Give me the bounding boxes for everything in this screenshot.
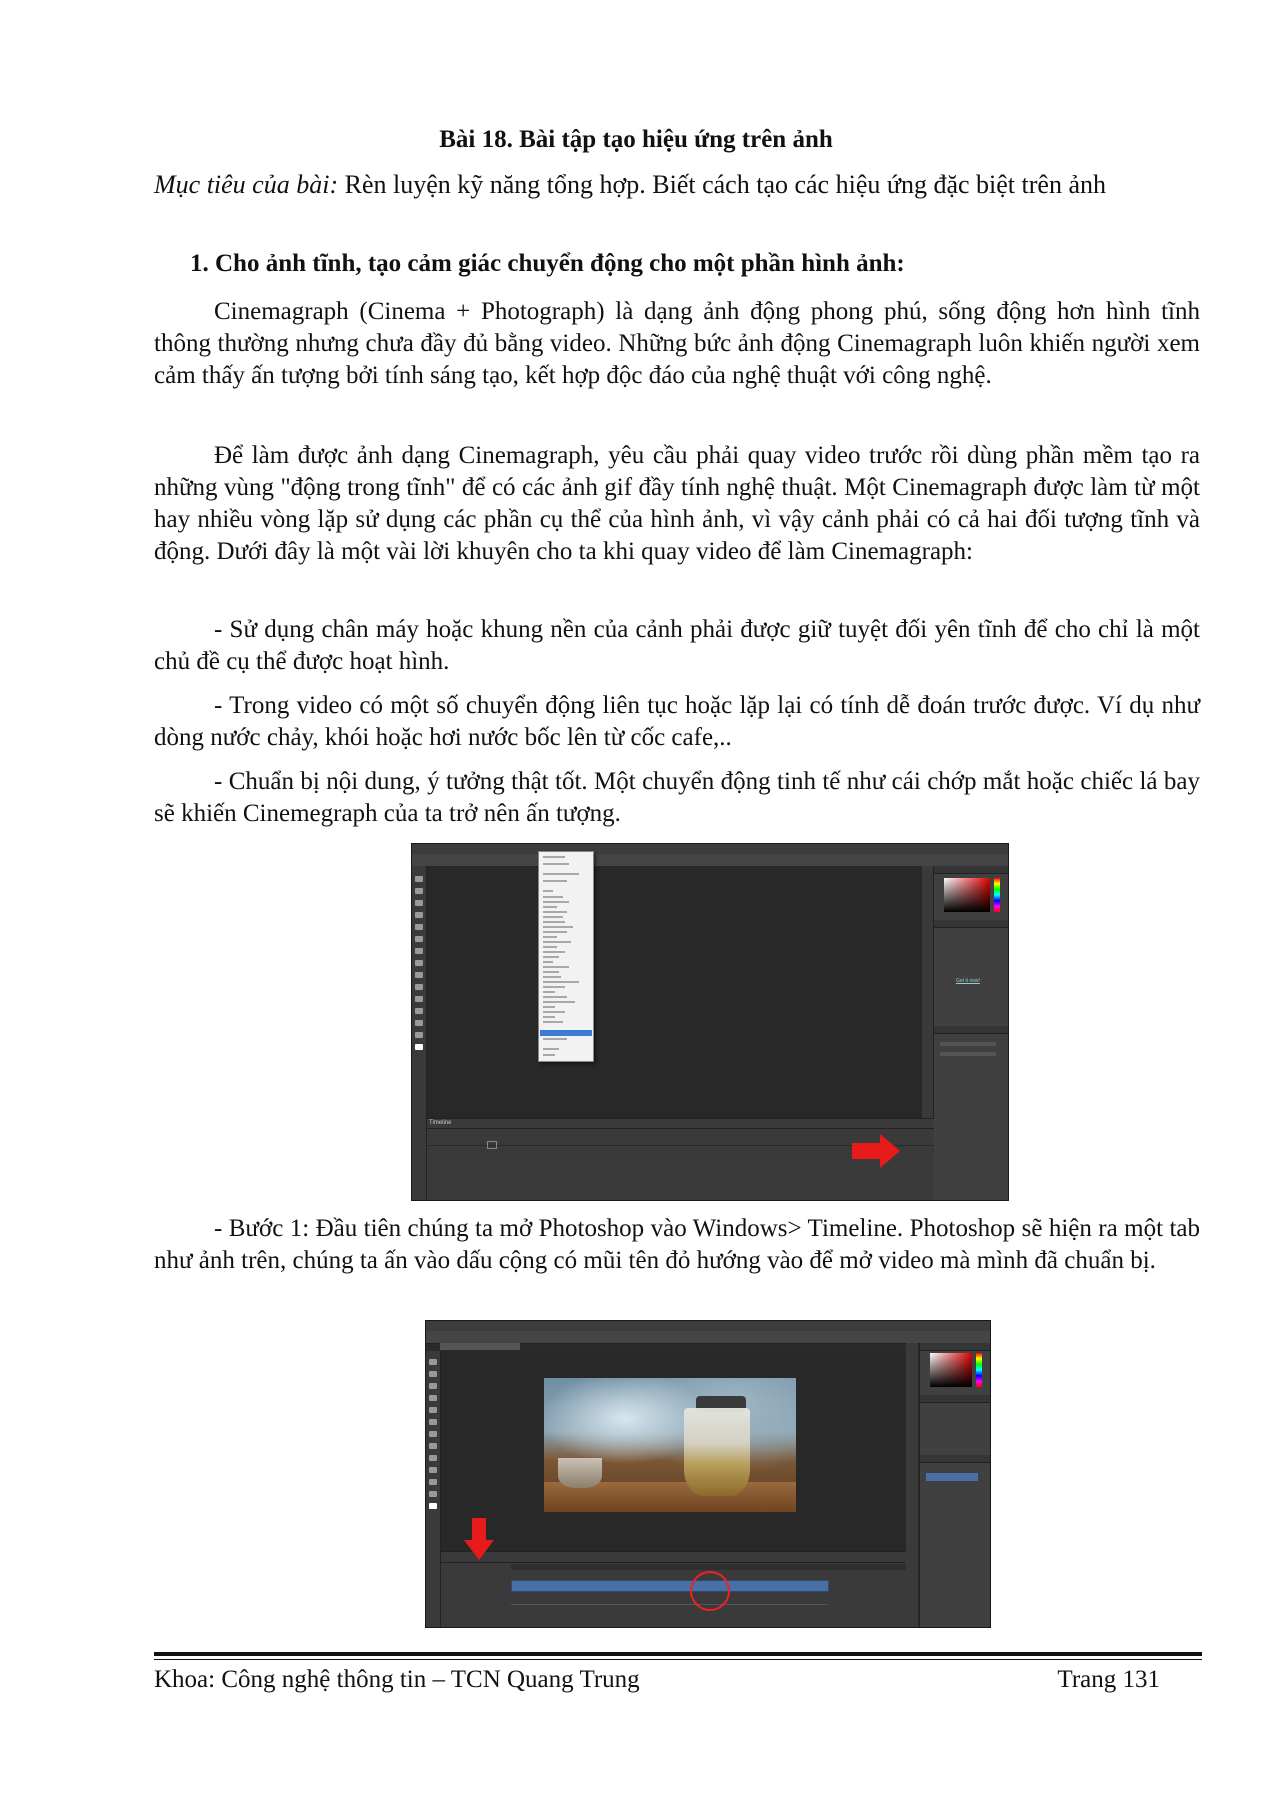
ps-window-dropdown-menu xyxy=(538,851,594,1062)
tea-glass-photo xyxy=(544,1378,796,1512)
paragraph-tip-1: - Sử dụng chân máy hoặc khung nền của cảnh phải được giữ tuyệt đối yên tĩnh để cho chỉ là một chủ đề cụ thể được hoạt hình. xyxy=(154,616,1200,675)
lesson-title: Bài 18. Bài tập tạo hiệu ứng trên ảnh xyxy=(439,126,833,153)
ps-toolbar xyxy=(426,1351,441,1627)
footer-department: Khoa: Công nghệ thông tin – TCN Quang Trung xyxy=(154,1666,640,1693)
paragraph-intro: Cinemagraph (Cinema + Photograph) là dạng ảnh động phong phú, sống động hơn hình tĩnh thông thường nhưng chưa đầy đủ bằng video. Những bức ảnh động Cinemagraph luôn khiến người xem cảm thấy ấn tượng bởi tính sáng tạo, kết hợp độc đáo của nghệ thuật với công nghệ. xyxy=(154,298,1200,389)
photoshop-video-timeline-screenshot xyxy=(425,1320,991,1628)
footer-rule xyxy=(154,1652,1202,1656)
paragraph-howto: Để làm được ảnh dạng Cinemagraph, yêu cầu phải quay video trước rồi dùng phần mềm tạo ra những vùng "động trong tĩnh" để có các ảnh gif đầy tính nghệ thuật. Một Cinemagraph được làm từ một hay nhiều vòng lặp sử dụng các phần cụ thể của hình ảnh, vì vậy cảnh phải có cả hai đối tượng tĩnh và động. Dưới đây là một vài lời khuyên cho ta khi quay video để làm Cinemagraph: xyxy=(154,442,1200,565)
ps-toolbar xyxy=(412,866,427,1200)
ps-menu-timeline-highlight xyxy=(540,1030,592,1036)
objective-label: Mục tiêu của bài: xyxy=(154,170,339,199)
objective-text: Rèn luyện kỹ năng tổng hợp. Biết cách tạo các hiệu ứng đặc biệt trên ảnh xyxy=(338,170,1106,199)
footer-rule-thin xyxy=(154,1659,1202,1660)
lesson-objective xyxy=(154,168,1200,202)
section-heading: 1. Cho ảnh tĩnh, tạo cảm giác chuyển động cho một phần hình ảnh: xyxy=(190,250,905,277)
ps-canvas-area xyxy=(427,866,935,1118)
ps-right-panels xyxy=(933,866,1008,1200)
photoshop-window-menu-screenshot xyxy=(411,843,1009,1201)
ps-timeline-label: Timeline xyxy=(429,1120,452,1126)
paragraph-step-1: - Bước 1: Đầu tiên chúng ta mở Photoshop vào Windows> Timeline. Photoshop sẽ hiện ra một tab như ảnh trên, chúng ta ấn vào dấu cộng có mũi tên đỏ hướng vào để mở video mà mình đã chuẩn bị. xyxy=(154,1215,1200,1274)
red-arrow-right-icon xyxy=(852,1134,902,1168)
ps-video-clip-track xyxy=(511,1580,829,1592)
ps-get-it-now-link: Get it now! xyxy=(956,978,980,984)
paragraph-tip-3: - Chuẩn bị nội dung, ý tưởng thật tốt. Một chuyển động tinh tế như cái chớp mắt hoặc chiếc lá bay sẽ khiến Cinemegraph của ta trở nên ấn tượng. xyxy=(154,768,1200,827)
ps-timeline-panel xyxy=(441,1551,906,1628)
red-circle-highlight xyxy=(690,1571,730,1611)
ps-right-panels xyxy=(919,1343,990,1627)
paragraph-tip-2: - Trong video có một số chuyển động liên tục hoặc lặp lại có tính dễ đoán trước được. Ví dụ như dòng nước chảy, khói hoặc hơi nước bốc lên từ cốc cafe,.. xyxy=(154,692,1200,751)
red-arrow-down-icon xyxy=(464,1518,494,1562)
ps-color-picker xyxy=(944,878,990,912)
footer-page-number: Trang 131 xyxy=(1057,1666,1160,1693)
ps-menu-bar xyxy=(412,844,1008,854)
